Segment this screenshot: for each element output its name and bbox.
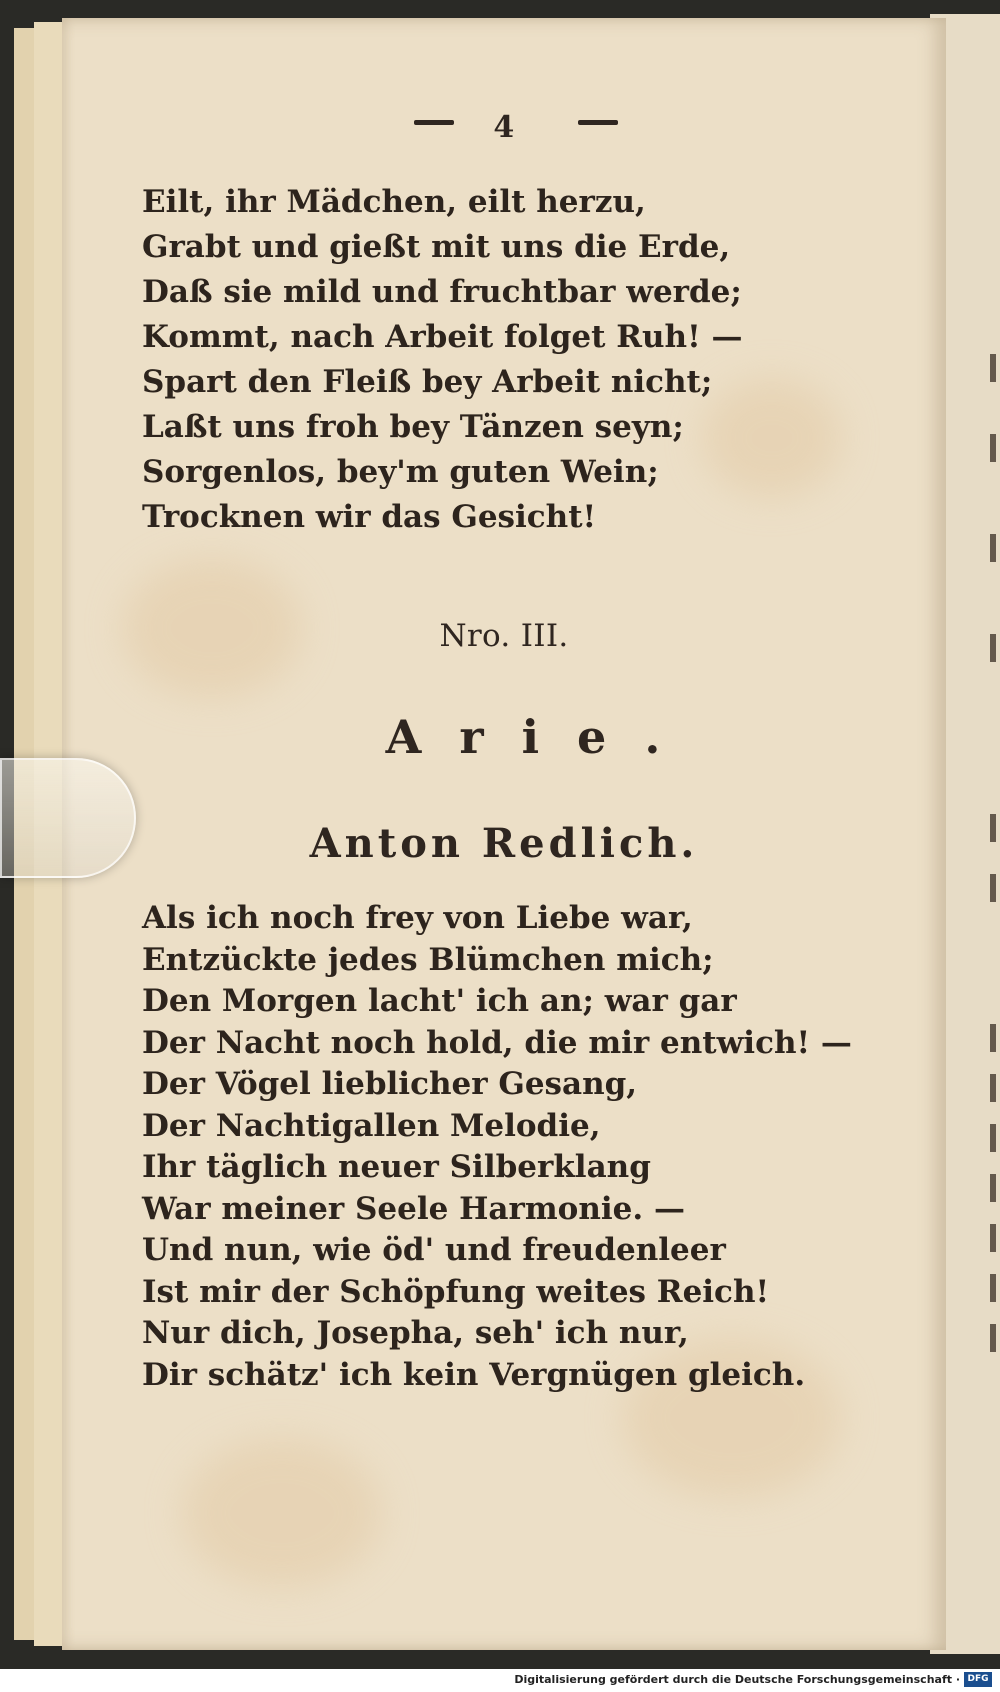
book-page [62,18,946,1650]
page-number: 4 [493,110,515,145]
digitization-credit: Digitalisierung gefördert durch die Deutsche Forschungsgemeinschaft · [514,1673,960,1686]
verse2-line: Der Nachtigallen Melodie, [142,1107,601,1144]
verse1-line: Spart den Fleiß bey Arbeit nicht; [142,364,713,400]
dfg-logo: DFG [964,1672,992,1687]
verse2-line: Der Vögel lieblicher Gesang, [142,1066,638,1102]
verse2-line: Als ich noch frey von Liebe war, [142,900,693,936]
verse1-line: Sorgenlos, bey'm guten Wein; [142,454,659,490]
glass-page-clip [0,758,136,878]
verse2-line: Nur dich, Josepha, seh' ich nur, [142,1315,689,1351]
verse1-line: Kommt, nach Arbeit folget Ruh! — [142,319,743,355]
verse2-line: Den Morgen lacht' ich an; war gar [142,983,737,1019]
verse2-line: Dir schätz' ich kein Vergnügen gleich. [142,1356,806,1393]
verse2-line: Entzückte jedes Blümchen mich; [142,941,714,978]
verse-stanza-1 [142,180,743,540]
verse2-line: War meiner Seele Harmonie. — [142,1190,685,1227]
verse1-line: Grabt und gießt mit uns die Erde, [142,229,731,265]
verse2-line: Ist mir der Schöpfung weites Reich! [142,1273,770,1310]
footer-bar [0,1669,1000,1692]
verse2-line: Der Nacht noch hold, die mir entwich! — [142,1024,852,1061]
section-title: Arie. [385,710,699,764]
verse2-line: Ihr täglich neuer Silberklang [142,1149,651,1185]
page-number-dash-right [578,120,618,125]
verse2-line: Und nun, wie öd' und freudenleer [142,1232,726,1268]
author-name: Anton Redlich. [309,820,699,867]
verse1-line: Trocknen wir das Gesicht! [142,499,597,535]
paper-stain [182,1438,382,1588]
verse-stanza-2 [142,898,852,1396]
verse1-line: Eilt, ihr Mädchen, eilt herzu, [142,184,646,220]
verse1-line: Laßt uns froh bey Tänzen seyn; [142,409,684,445]
section-number: Nro. III. [439,618,569,654]
verse1-line: Daß sie mild und fruchtbar werde; [142,274,742,310]
